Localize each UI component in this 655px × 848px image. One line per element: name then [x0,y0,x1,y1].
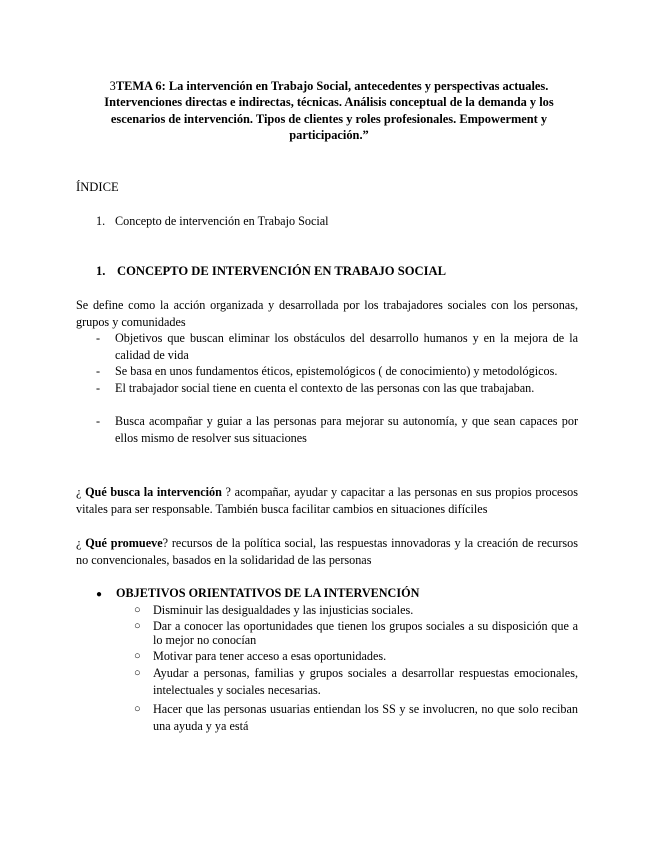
list-item-text: El trabajador social tiene en cuenta el contexto de las personas con las que trabajaban. [115,380,535,395]
question-paragraph-1 [76,484,578,517]
question-paragraph-2 [76,535,578,568]
objectives-list [134,602,578,734]
section-number: 1. [96,264,106,278]
list-item [134,619,578,648]
list-item [96,380,578,397]
list-item [96,363,578,380]
list-item [134,602,578,619]
list-item [96,413,578,446]
question-bold-text: Qué busca la intervención [85,485,222,499]
dash-marker: - [96,414,101,428]
question-rest-text: ? acompañar, ayudar y capacitar a las personas en sus propios procesos vitales para ser responsable. También busca facilitar cambios en situaciones difíciles [76,485,579,516]
table-of-contents [96,213,329,230]
toc-item-label: Concepto de intervención en Trabajo Social [115,214,329,228]
circle-bullet-icon: ○ [134,703,141,715]
index-heading: ÍNDICE [76,180,119,194]
list-item [96,330,578,363]
question-open-mark: ¿ [76,536,82,550]
list-item-text: Hacer que las personas usuarias entiendan los SS y se involucren, no que solo reciban una ayuda y ya está [153,702,578,733]
list-item-text: Objetivos que buscan eliminar los obstáculos del desarrollo humanos y en la mejora de la calidad de vida [115,331,578,362]
intro-paragraph: Se define como la acción organizada y desarrollada por los trabajadores sociales con los personas, grupos y comunidades [76,298,578,329]
dash-marker: - [96,364,101,378]
section-heading [96,263,446,280]
dash-list [96,330,578,446]
title-description: : La intervención en Trabajo Social, antecedentes y perspectivas actuales. Intervenciones directas e indirectas, técnicas. Análisis conceptual de la demanda y los escenarios de intervención. Tipos de clientes y roles profesionales. Empowerment y participación.” [104,79,554,143]
section-title: CONCEPTO DE INTERVENCIÓN EN TRABAJO SOCIAL [117,264,447,278]
list-item-text: Busca acompañar y guiar a las personas para mejorar su autonomía, y que sean capaces por ellos mismo de resolver sus situaciones [115,414,578,445]
circle-bullet-icon: ○ [134,667,141,679]
dash-marker: - [96,331,101,345]
list-item-text: Motivar para tener acceso a esas oportunidades. [153,648,387,663]
list-item-text: Se basa en unos fundamentos éticos, epistemológicos ( de conocimiento) y metodológicos. [115,364,558,378]
toc-item [96,213,329,230]
document-title [88,78,570,144]
list-item [134,665,578,698]
question-rest-text: ? recursos de la política social, las respuestas innovadoras y la creación de recursos no convencionales, basados en la solidaridad de las personas [76,536,578,567]
question-bold-text: Qué promueve [85,536,163,550]
objectives-title: OBJETIVOS ORIENTATIVOS DE LA INTERVENCIÓN [116,586,420,600]
circle-bullet-icon: ○ [134,649,141,662]
list-item [134,701,578,734]
list-item [134,648,578,665]
question-open-mark: ¿ [76,485,82,499]
list-item-text: Dar a conocer las oportunidades que tienen los grupos sociales a su disposición que a lo mejor no conocían [153,618,578,647]
dash-marker: - [96,380,101,395]
list-item-text: Disminuir las desigualdades y las injusticias sociales. [153,603,414,617]
circle-bullet-icon: ○ [134,619,141,632]
bullet-icon: ● [96,589,103,600]
list-item-text: Ayudar a personas, familias y grupos sociales a desarrollar respuestas emocionales, intelectuales y sociales necesarias. [153,666,578,697]
title-number: 3 [109,79,116,93]
circle-bullet-icon: ○ [134,604,141,616]
toc-item-number: 1. [96,214,106,228]
title-topic: TEMA 6 [115,79,162,93]
objectives-heading [96,585,419,604]
